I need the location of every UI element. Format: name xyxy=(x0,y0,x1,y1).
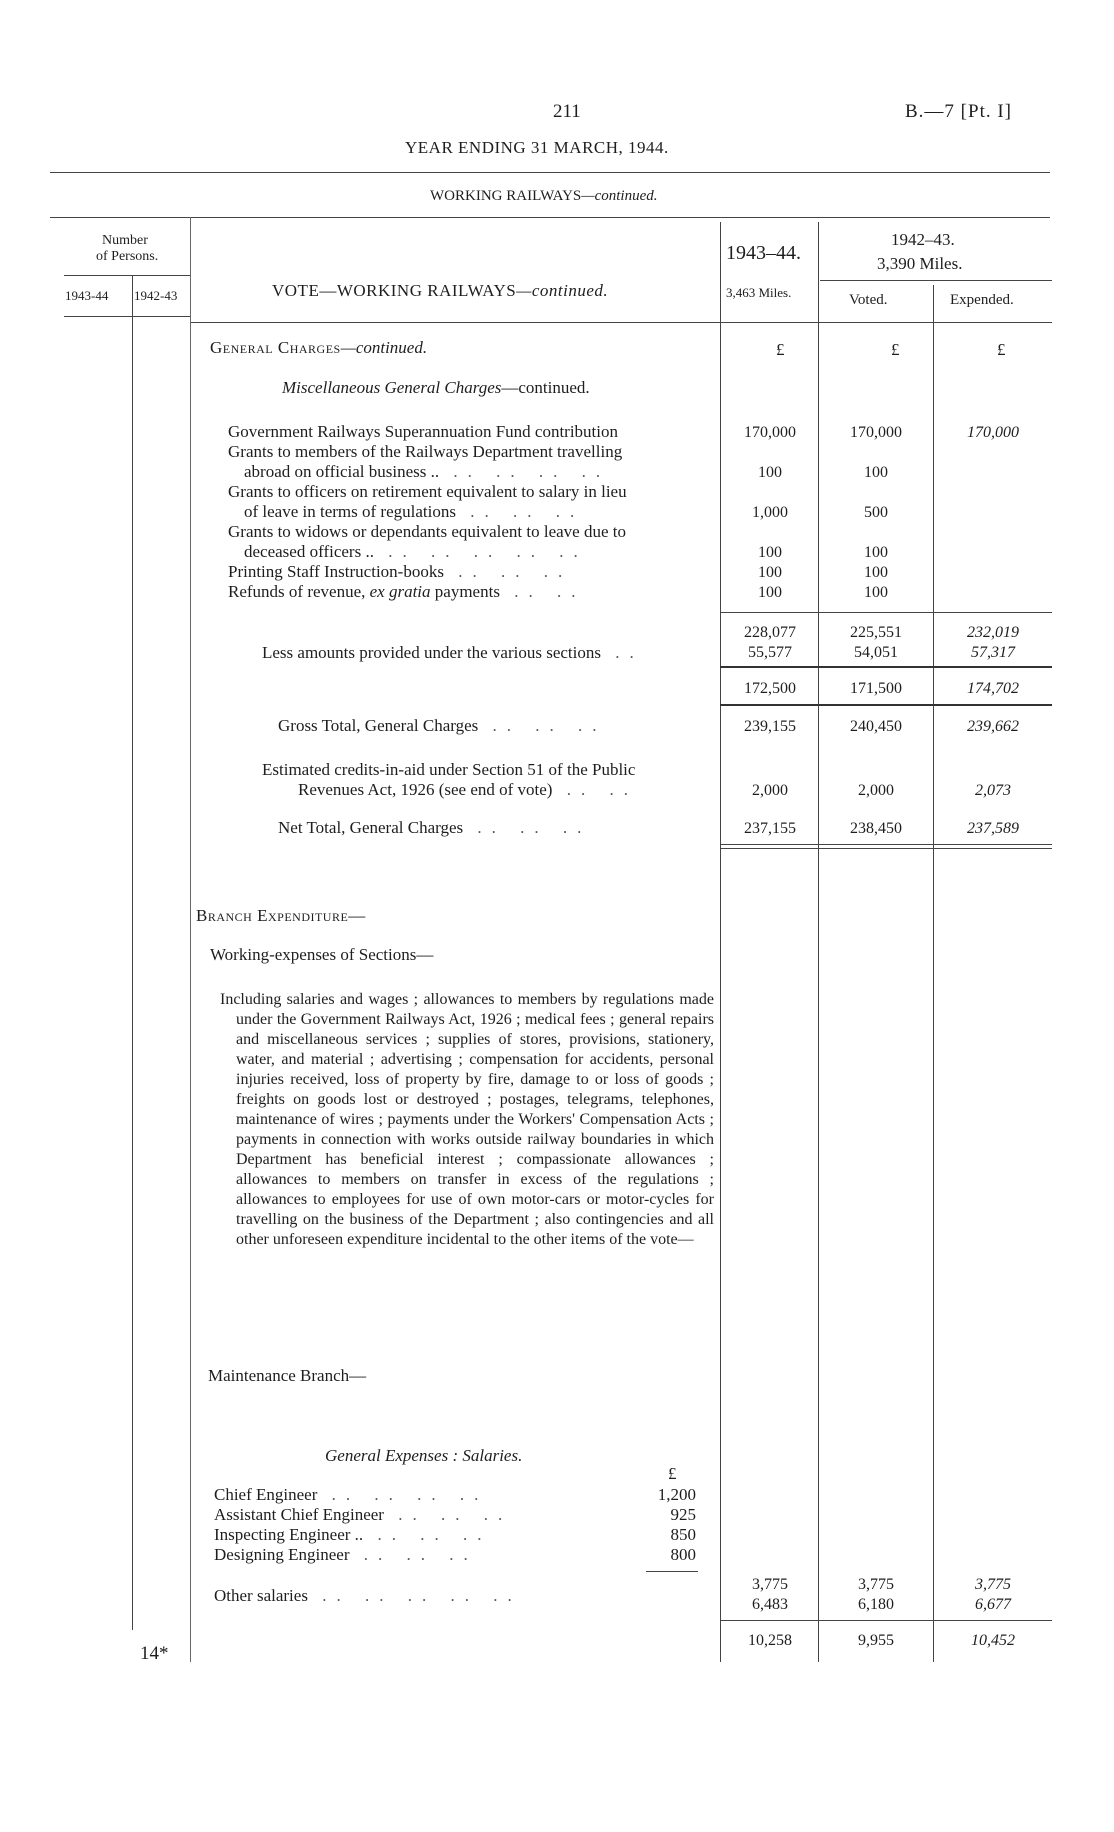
item-printing-est: 100 xyxy=(758,564,782,581)
persons-label-1: Number xyxy=(102,233,148,248)
item-grants-travelling-voted: 100 xyxy=(864,464,888,481)
net-double-rule-2 xyxy=(720,848,1052,849)
section-title xyxy=(430,186,658,206)
other-salaries-text: Other salaries xyxy=(214,1586,308,1605)
net-label xyxy=(278,818,591,838)
persons-divider xyxy=(64,275,190,276)
branch-total-est: 10,258 xyxy=(748,1632,792,1649)
item-grants-travelling-est: 100 xyxy=(758,464,782,481)
rule-voted-right xyxy=(933,285,934,1662)
other-salaries-expended: 6,677 xyxy=(975,1596,1011,1613)
item-refunds-italic: ex gratia xyxy=(369,582,431,601)
salary-row-title xyxy=(214,1505,512,1525)
item-superannuation-voted: 170,000 xyxy=(850,424,902,441)
less-rule xyxy=(720,666,1052,668)
gross-voted: 240,450 xyxy=(850,718,902,735)
salary-assistant-chief-amount: 925 xyxy=(670,1505,696,1524)
salary-chief-engineer-title: Chief Engineer xyxy=(214,1485,318,1504)
item-grants-retirement-line2-text: of leave in terms of regulations xyxy=(244,502,456,521)
subtotal-rule xyxy=(720,612,1052,613)
footer-mark: 14* xyxy=(140,1643,169,1664)
other-salaries-voted: 6,180 xyxy=(858,1596,894,1613)
header-bottom-rule xyxy=(190,322,1052,323)
general-charges-heading xyxy=(210,338,427,358)
credits-label-1: Estimated credits-in-aid under Section 51 of the Public xyxy=(262,760,636,779)
branch-total-expended: 10,452 xyxy=(971,1632,1015,1649)
page-number: 211 xyxy=(553,101,581,122)
less-voted: 54,051 xyxy=(854,644,898,661)
vote-title-text: VOTE—WORKING RAILWAYS xyxy=(272,281,517,300)
item-superannuation-est: 170,000 xyxy=(744,424,796,441)
leader-dots: .. .. .. xyxy=(463,818,592,837)
salary-designing-amount: 800 xyxy=(670,1545,696,1564)
persons-col-1943: 1943-44 xyxy=(65,288,109,303)
header-rule xyxy=(50,172,1050,173)
salary-inspecting-title: Inspecting Engineer .. xyxy=(214,1525,364,1544)
miles-1942: 3,390 Miles. xyxy=(877,254,963,273)
item-grants-widows-voted: 100 xyxy=(864,544,888,561)
branch-total-voted: 9,955 xyxy=(858,1632,894,1649)
year-1943-heading: 1943–44. xyxy=(726,242,801,264)
item-grants-travelling-line2 xyxy=(228,462,610,482)
item-refunds-suffix: payments xyxy=(430,582,500,601)
general-charges-suffix: —continued. xyxy=(340,338,428,357)
credits-label-2 xyxy=(298,780,638,800)
leader-dots: .. .. .. xyxy=(349,1545,478,1564)
net-after-less-rule xyxy=(720,704,1052,706)
leader-dots: .. .. .. xyxy=(363,1525,492,1544)
rule-persons-right xyxy=(190,217,191,1662)
rule-est-right xyxy=(818,222,819,1662)
branch-subheading: Working-expenses of Sections— xyxy=(210,945,434,964)
section-title-suffix: —continued. xyxy=(581,188,658,204)
misc-heading-label: Miscellaneous General Charges xyxy=(282,378,502,397)
branch-paragraph xyxy=(220,990,714,1250)
salary-chief-engineer-amount: 1,200 xyxy=(657,1485,696,1504)
net-after-less-expended: 174,702 xyxy=(967,680,1019,697)
item-grants-widows-est: 100 xyxy=(758,544,782,561)
item-superannuation-expended: 170,000 xyxy=(967,424,1019,441)
expended-heading: Expended. xyxy=(950,292,1014,308)
salary-inspecting-amount: 850 xyxy=(670,1525,696,1544)
currency-expended: £ xyxy=(997,340,1006,359)
item-printing-voted: 100 xyxy=(864,564,888,581)
salaries-total-voted: 3,775 xyxy=(858,1576,894,1593)
net-expended: 237,589 xyxy=(967,820,1019,837)
item-grants-widows-line2 xyxy=(228,542,588,562)
less-est: 55,577 xyxy=(748,644,792,661)
leader-dots: .. .. xyxy=(499,582,586,601)
credits-expended: 2,073 xyxy=(975,782,1011,799)
rule-persons-mid xyxy=(132,275,133,1630)
credits-est: 2,000 xyxy=(752,782,788,799)
other-salaries-label xyxy=(214,1586,522,1606)
net-voted: 238,450 xyxy=(850,820,902,837)
salaries-total-est: 3,775 xyxy=(752,1576,788,1593)
leader-dots: .. .. .. xyxy=(443,562,573,581)
general-charges-label: General Charges xyxy=(210,338,341,357)
net-double-rule-1 xyxy=(720,844,1052,845)
currency-voted: £ xyxy=(891,340,900,359)
net-est: 237,155 xyxy=(744,820,796,837)
net-after-less-est: 172,500 xyxy=(744,680,796,697)
miles-1943: 3,463 Miles. xyxy=(726,285,792,300)
item-refunds xyxy=(228,582,585,602)
salary-designing-title: Designing Engineer xyxy=(214,1545,350,1564)
gross-label-text: Gross Total, General Charges xyxy=(278,716,479,735)
section-title-text: WORKING RAILWAYS xyxy=(430,188,582,204)
rule-est-left xyxy=(720,222,721,1662)
document-reference: B.—7 [Pt. I] xyxy=(905,101,1012,122)
misc-heading-suffix: —continued. xyxy=(501,378,590,397)
salary-row-title xyxy=(214,1525,491,1545)
subtotal-expended: 232,019 xyxy=(967,624,1019,641)
leader-dots: .. .. .. .. .. xyxy=(307,1586,522,1605)
page-title: YEAR ENDING 31 MARCH, 1944. xyxy=(405,138,669,157)
year-1942-heading: 1942–43. xyxy=(891,230,955,249)
currency-est: £ xyxy=(776,340,785,359)
item-grants-retirement-voted: 500 xyxy=(864,504,888,521)
salaries-total-expended: 3,775 xyxy=(975,1576,1011,1593)
misc-heading xyxy=(282,378,590,398)
year-1942-divider xyxy=(820,280,1052,281)
less-label-text: Less amounts provided under the various sections xyxy=(262,643,601,662)
salary-currency: £ xyxy=(668,1464,677,1483)
gross-label xyxy=(278,716,607,736)
leader-dots: .. .. xyxy=(552,780,638,799)
item-grants-retirement-line2 xyxy=(228,502,584,522)
item-grants-travelling-line2-text: abroad on official business .. xyxy=(244,462,440,481)
leader-dots: .. xyxy=(601,643,644,662)
vote-title xyxy=(272,281,608,301)
gross-est: 239,155 xyxy=(744,718,796,735)
salary-row-title xyxy=(214,1545,478,1565)
item-grants-widows-line2-text: deceased officers .. xyxy=(244,542,374,561)
gross-expended: 239,662 xyxy=(967,718,1019,735)
net-after-less-voted: 171,500 xyxy=(850,680,902,697)
item-refunds-text: Refunds of revenue, xyxy=(228,582,370,601)
salaries-heading: General Expenses : Salaries. xyxy=(325,1446,523,1465)
voted-heading: Voted. xyxy=(849,292,888,308)
item-printing-text: Printing Staff Instruction-books xyxy=(228,562,444,581)
maintenance-heading: Maintenance Branch— xyxy=(208,1366,367,1385)
credits-voted: 2,000 xyxy=(858,782,894,799)
salary-assistant-chief-title: Assistant Chief Engineer xyxy=(214,1505,384,1524)
leader-dots: .. .. .. .. xyxy=(317,1485,489,1504)
net-label-text: Net Total, General Charges xyxy=(278,818,464,837)
less-expended: 57,317 xyxy=(971,644,1015,661)
leader-dots: .. .. .. .. .. xyxy=(373,542,588,561)
item-grants-retirement-est: 1,000 xyxy=(752,504,788,521)
branch-paragraph-text: Including salaries and wages ; allowances to members by regulations made under the Government Railways Act, 1926 ; medical fees ; general repairs and miscellaneous services ; supplies of stores, provisions, stationery, water, and material ; advertising ; compensation for accidents, personal injuries received, loss of property by fire, damage to or loss of goods ; freights on goods lost or destroyed ; postages, telegrams, telephones, maintenance of wires ; payments under the Workers' Compensation Acts ; payments in connection with works outside railway boundaries in which Department has beneficial interest ; compassionate allowances ; allowances to members on transfer in excess of the regulations ; allowances to employees for use of own motor-cars or motor-cycles for travelling on the business of the Department ; also contingencies and all other unforeseen expenditure incidental to the other items of the vote— xyxy=(220,991,714,1248)
item-refunds-est: 100 xyxy=(758,584,782,601)
branch-total-rule xyxy=(720,1620,1052,1621)
item-refunds-voted: 100 xyxy=(864,584,888,601)
leader-dots: .. .. .. xyxy=(383,1505,513,1524)
less-label xyxy=(262,643,644,663)
leader-dots: .. .. .. xyxy=(478,716,607,735)
persons-bottom-rule xyxy=(64,316,190,317)
item-grants-travelling: Grants to members of the Railways Department travelling xyxy=(228,442,623,461)
branch-heading: Branch Expenditure— xyxy=(196,906,366,925)
leader-dots: .. .. .. .. xyxy=(439,462,611,481)
salary-row-title xyxy=(214,1485,488,1505)
salary-sum-rule xyxy=(646,1571,698,1572)
credits-label-2-text: Revenues Act, 1926 (see end of vote) xyxy=(298,780,553,799)
item-grants-widows: Grants to widows or dependants equivalent to leave due to xyxy=(228,522,626,541)
item-superannuation: Government Railways Superannuation Fund contribution xyxy=(228,422,618,441)
persons-col-1942: 1942-43 xyxy=(134,288,178,303)
persons-label-2: of Persons. xyxy=(96,249,159,264)
item-grants-retirement: Grants to officers on retirement equivalent to salary in lieu xyxy=(228,482,627,501)
item-printing xyxy=(228,562,572,582)
leader-dots: .. .. .. xyxy=(455,502,585,521)
subtotal-est: 228,077 xyxy=(744,624,796,641)
vote-title-suffix: —continued. xyxy=(516,281,609,300)
subtotal-voted: 225,551 xyxy=(850,624,902,641)
table-top-rule xyxy=(50,217,1050,218)
other-salaries-est: 6,483 xyxy=(752,1596,788,1613)
